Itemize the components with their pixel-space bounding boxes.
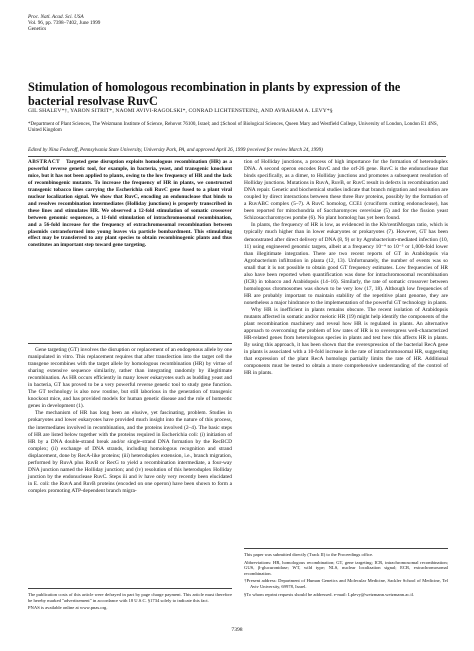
online-note: PNAS is available online at www.pnas.org. bbox=[28, 604, 108, 610]
left-column-body bbox=[28, 347, 232, 495]
submission-note: This paper was submitted directly (Track II) to the Proceedings office. bbox=[244, 552, 374, 557]
footnote-divider-left bbox=[28, 588, 232, 589]
body-paragraph: Gene targeting (GT) involves the disruption or replacement of an endogenous allele by one manipulated in vitro. This replacement requires that after transfection into the target cell the transgene recombines with the target allele by homologous recombination (HR) by virtue of sharing extensive sequence similarity, rather than integrating randomly by illegitimate recombination. As HR occurs efficiently in many lower eukaryotes such as budding yeast and in bacteria, GT has proved to be a very powerful reverse genetic tool to study gene function. The GT technology is also now routine, but still laborious in the generation of transgenic knockout mice, and has provided models for human genetic disease and the role of homeotic genes in development (1). bbox=[28, 347, 232, 410]
abstract bbox=[28, 159, 232, 249]
edited-by-note: Edited by Nina Fedoroff, Pennsylvania State University, University Park, PA, and approved April 26, 1999 (received for review March 24, 1999) bbox=[28, 147, 323, 153]
journal-section: Genetics bbox=[28, 26, 47, 33]
right-column-body bbox=[244, 159, 448, 377]
publication-cost-note: The publication costs of this article were defrayed in part by page charge payment. This article must therefore be hereby marked "advertisement" in accordance with 18 U.S.C. §1734 solely to indicate this fact. bbox=[28, 592, 232, 603]
abstract-text: Targeted gene disruption exploits homologous recombination (HR) as a powerful reverse genetic tool, for example, in bacteria, yeast, and transgenic knockout mice, but it has not been applied to plants, owing to the low frequency of HR and the lack of recombinogenic mutants. To increase the frequency of HR in plants, we constructed transgenic tobacco lines carrying the Escherichia coli RuvC gene fused to a plant viral nuclear localization signal. We show that RuvC, encoding an endonuclease that binds to and resolves recombination intermediates (Holliday junctions) is properly transcribed in these lines and stimulates HR. We observed a 12-fold stimulation of somatic crossover between genomic sequences, a 11-fold stimulation of intrachromosomal recombination, and a 56-fold increase for the frequency of extrachromosomal recombination between plasmids cotransformed into young leaves via particle bombardment. This stimulating effect may be transferred to any plant species to obtain recombinogenic plants and thus constitutes an important step toward gene targeting. bbox=[28, 159, 232, 249]
abstract-divider bbox=[28, 343, 232, 344]
footnote-right bbox=[244, 552, 448, 597]
reprint-request-note: §To whom reprint requests should be addressed. e-mail: Lplevy@weizmann.weizmann.ac.il. bbox=[244, 591, 415, 597]
journal-name: Proc. Natl. Acad. Sci. USA bbox=[28, 14, 84, 20]
present-address-note: †Present address: Department of Human Genetics and Molecular Medicine, Sackler School of Medicine, Tel Aviv University, 69978, Israel. bbox=[244, 578, 448, 589]
body-paragraph: The mechanism of HR has long been an elusive, yet fascinating, problem. Studies in prokaryotes and lower eukaryotes have provided much insight into the nature of this process, the intermediates involved in recombination, and the proteins involved (2–4). The basic steps of HR are listed below together with the proteins required in Escherichia coli: (i) initiation of HR by a DNA double-strand break and/or single-strand DNA formation by the RecBCD complex; (ii) exchange of DNA strands, including homologous recognition and strand displacement, done by RecA-like proteins; (iii) heteroduplex extension, i.e., branch migration, performed by RuvA plus RuvB or RecG to yield a recombination intermediate, a four-way DNA junction named the Holliday junction; and (iv) resolution of this heteroduplex Holliday junction by the endonuclease RuvC. Steps iii and iv have only very recently been elucidated in E. coli: the RuvA and RuvB proteins (encoded on one operon) have been shown to form a complex promoting ATP-dependent branch migra- bbox=[28, 410, 232, 494]
footnote-divider-right bbox=[244, 548, 448, 549]
header-divider bbox=[28, 156, 446, 157]
footnote-left bbox=[28, 592, 232, 610]
abstract-label: ABSTRACT bbox=[28, 159, 61, 165]
journal-header bbox=[28, 14, 100, 33]
author-list: GIL SHALEV*†, YARON SITRIT*, NAOMI AVIVI-RAGOLSKI*, CONRAD LICHTENSTEIN‡, AND AVRAHAM A. LEVY*§ bbox=[28, 108, 333, 114]
article-title: Stimulation of homologous recombination in plants by expression of the bacterial resolvase RuvC bbox=[28, 80, 401, 108]
abbreviations-note: Abbreviations: HR, homologous recombination; GT, gene targeting; ICR, intrachromosomal recombination; GUS, β-glucuronidase; WT, wild type; NLS, nuclear localization signal; ECR, extrachromosomal recombination. bbox=[244, 559, 448, 576]
affiliations: *Department of Plant Sciences, The Weizmann Institute of Science, Rehovot 76100, Israel; and ‡School of Biological Sciences, Queen Mary and Westfield College, University of London, London E1 4NS, United Kingdom bbox=[28, 122, 438, 134]
journal-issue: Vol. 96, pp. 7398–7402, June 1999 bbox=[28, 20, 101, 27]
body-paragraph: Why HR is inefficient in plants remains obscure. The recent isolation of Arabidopsis mutants affected in somatic and/or meiotic HR (19) might help identify the components of the plant recombination machinery and reveal how HR is regulated in plants. An alternative approach to overcoming the problem of low rates of HR is to overexpress well-characterized HR-related genes from heterologous species in plants and test how this affects HR in plants. By using this approach, it has been shown that the overexpression of the bacterial RecA gene in plants is associated with a 10-fold increase in the rate of intrachromosomal HR, suggesting that expression of the plant RecA homologs partially limits the rate of HR. Additional components must be tested to obtain a more comprehensive understanding of the control of HR in plants. bbox=[244, 306, 448, 377]
page-number: 7398 bbox=[231, 627, 243, 633]
body-paragraph: In plants, the frequency of HR is low, as evidenced in the Kb/centiMorgan ratio, which is typically much higher than in lower eukaryotes or prokaryotes (7). However, GT has been demonstrated after direct delivery of DNA (8, 9) or by Agrobacterium-mediated infection (10, 11) using engineered genomic targets, albeit at a frequency 10⁻⁴ to 10⁻⁵ or 1,000-fold lower than illegitimate integration. There are two recent reports of GT in Arabidopsis via Agrobacterium infiltration in planta (12, 13). Unfortunately, the number of events was so small that it is not possible to obtain good GT frequency estimates. Low frequencies of HR also have been reported when quantification was done for intrachromosomal recombination (ICR) in tobacco and Arabidopsis (14–16). Similarly, the rate of somatic crossover between homologous chromosomes was shown to be very low (17, 18). Although low frequencies of HR are probably important to maintain stability of the repetitive plant genome, they are nonetheless a major hindrance to the implementation of the powerful GT technology in plants. bbox=[244, 222, 448, 306]
body-paragraph: tion of Holliday junctions, a process of high importance for the formation of heteroduplex DNA. A second operon encodes RuvC and the orf-26 gene. RuvC is the endonuclease that binds specifically, as a dimer, to Holliday junctions and promotes a subsequent resolution of Holliday junctions. Mutations in RuvA, RuvB, or RuvC result in defects in recombination and DNA repair. Genetic and biochemical studies indicate that branch migration and resolution are coupled by direct interactions between these three Ruv proteins, possibly by the formation of a RuvABC complex (5–7). A RuvC homolog, CCE1 (cruciform cutting endonuclease), has been reported for mitochondria of Saccharomyces cerevisiae (5) and for the fission yeast Schizosaccharomyces pombe (6). No plant homolog has yet been found. bbox=[244, 159, 448, 222]
